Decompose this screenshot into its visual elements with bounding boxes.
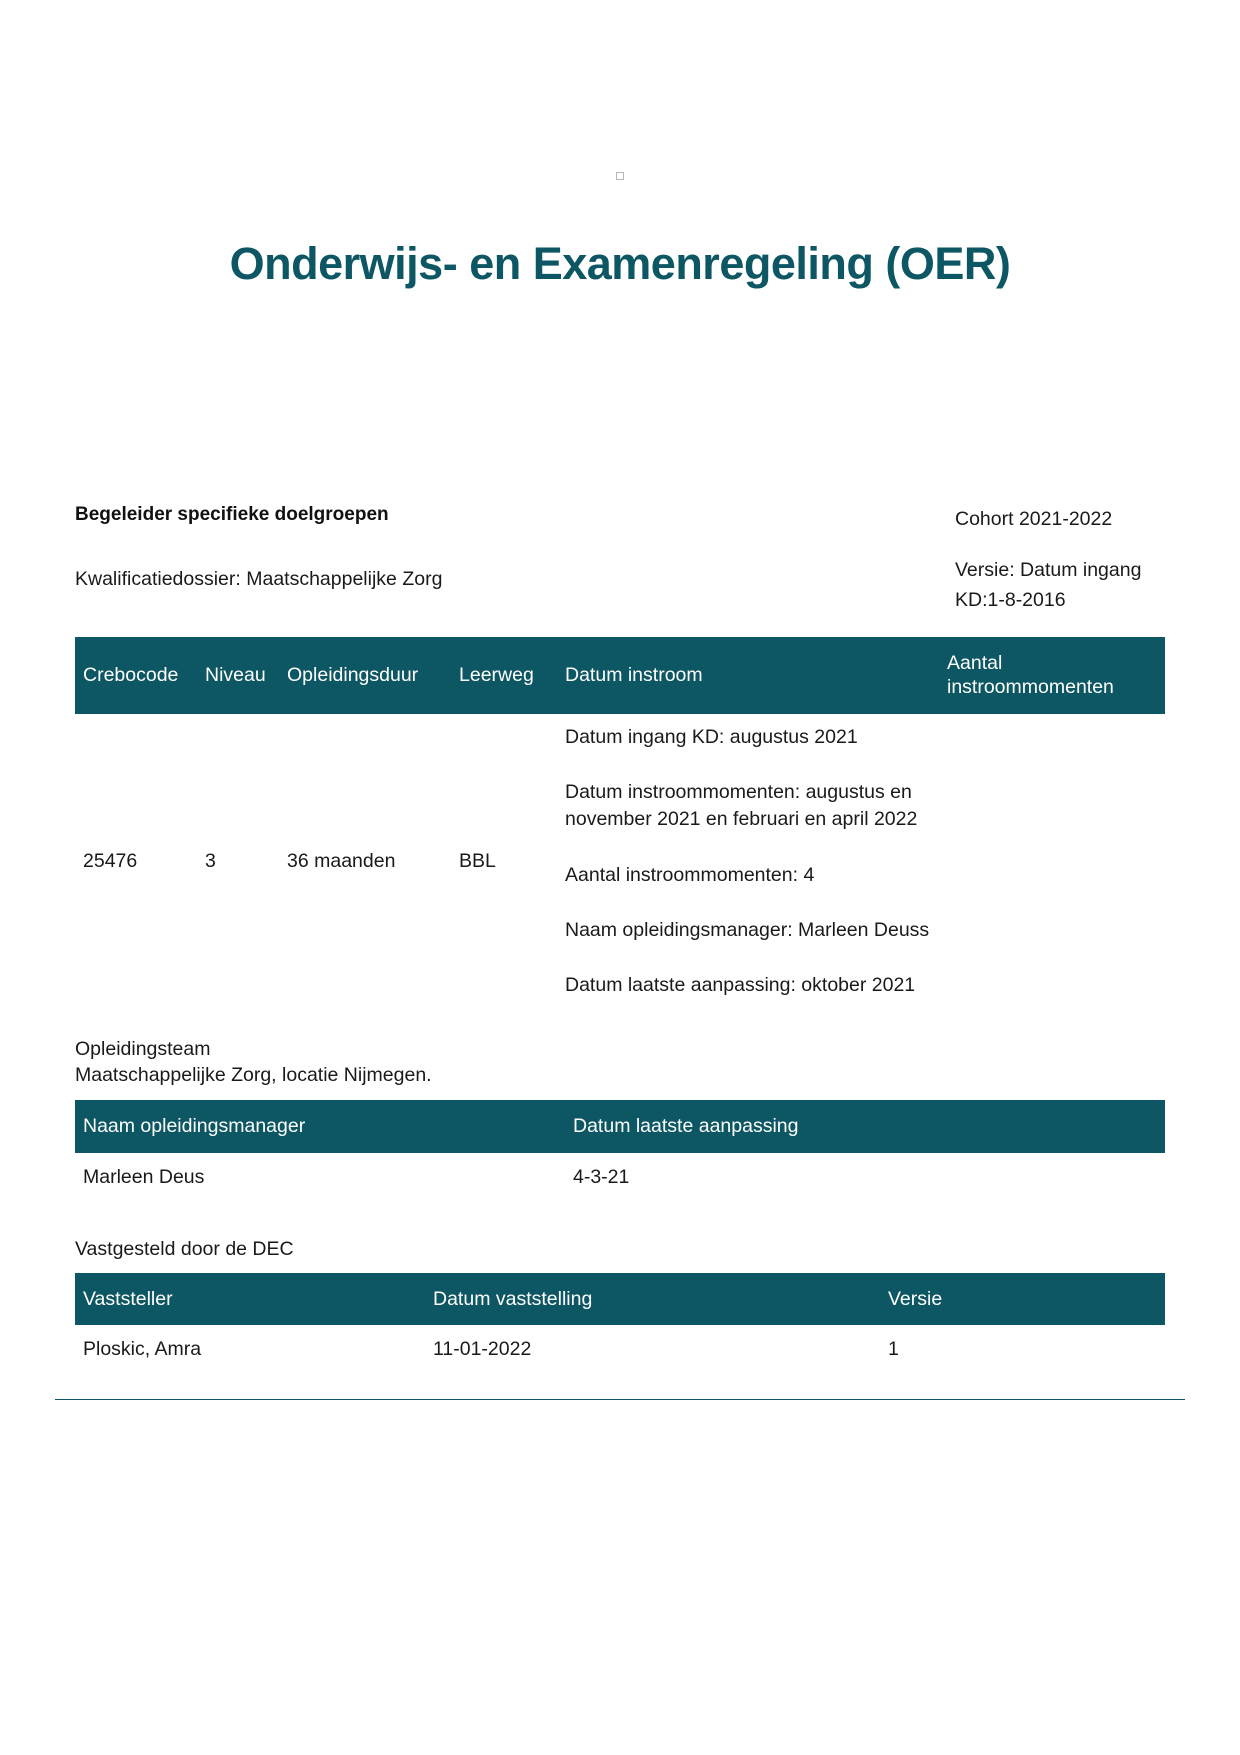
detail-datum-ingang-kd: Datum ingang KD: augustus 2021 [565, 725, 858, 748]
detail-aantal-instroommomenten: Aantal instroommomenten: 4 [565, 863, 815, 886]
version-label: Versie: Datum ingang KD:1-8-2016 [955, 559, 1142, 612]
header-naam-opleidingsmanager: Naam opleidingsmanager [75, 1100, 565, 1152]
footer-divider [55, 1399, 1185, 1400]
detail-naam-opleidingsmanager: Naam opleidingsmanager: Marleen Deuss [565, 918, 930, 941]
meta-right-column [955, 504, 1175, 616]
page-title: Onderwijs- en Examenregeling (OER) [229, 238, 1011, 289]
table-row [75, 714, 1165, 1010]
dec-table [75, 1273, 1165, 1374]
header-niveau: Niveau [197, 637, 279, 714]
table-header-row [75, 637, 1165, 714]
header-opleidingsduur: Opleidingsduur [279, 637, 451, 714]
table-row [75, 1153, 1165, 1202]
cell-leerweg: BBL [459, 849, 496, 872]
cell-datum-vaststelling: 11-01-2022 [433, 1337, 532, 1360]
dec-label: Vastgesteld door de DEC [75, 1237, 294, 1260]
header-datum-instroom: Datum instroom [557, 637, 939, 714]
header-aantal-instroommomenten: Aantal instroommomenten [939, 637, 1165, 714]
cell-datum-instroom [557, 714, 939, 1010]
document-meta [75, 504, 1165, 614]
header-leerweg: Leerweg [451, 637, 557, 714]
main-info-table [75, 637, 1165, 1010]
header-datum-vaststelling: Datum vaststelling [425, 1273, 880, 1325]
cell-aantal-instroommomenten [939, 714, 1165, 1010]
cohort-label: Cohort 2021-2022 [955, 508, 1113, 530]
table-row [75, 1325, 1165, 1374]
cell-manager-naam: Marleen Deus [83, 1165, 205, 1188]
cell-vaststeller: Ploskic, Amra [83, 1337, 202, 1360]
header-versie: Versie [880, 1273, 1165, 1325]
opleidingsteam-block [75, 1036, 1165, 1089]
opleidingsteam-location: Maatschappelijke Zorg, locatie Nijmegen. [75, 1063, 432, 1086]
manager-table [75, 1100, 1165, 1201]
cell-versie: 1 [888, 1337, 899, 1360]
header-datum-laatste-aanpassing: Datum laatste aanpassing [565, 1100, 1165, 1152]
meta-left-column [75, 504, 855, 591]
page-marker-icon [616, 172, 624, 180]
header-crebocode: Crebocode [75, 637, 197, 714]
program-name: Begeleider specifieke doelgroepen [75, 504, 389, 525]
table-header-row [75, 1273, 1165, 1325]
detail-datum-laatste-aanpassing: Datum laatste aanpassing: oktober 2021 [565, 974, 916, 997]
detail-datum-instroommomenten: Datum instroommomenten: augustus en november 2021 en februari en april 2022 [565, 781, 918, 831]
cell-opleidingsduur: 36 maanden [287, 849, 396, 872]
cell-niveau: 3 [205, 849, 216, 872]
table-header-row [75, 1100, 1165, 1152]
header-vaststeller: Vaststeller [75, 1273, 425, 1325]
cell-manager-datum: 4-3-21 [573, 1165, 630, 1188]
opleidingsteam-label: Opleidingsteam [75, 1037, 211, 1060]
qualification-line: Kwalificatiedossier: Maatschappelijke Zorg [75, 568, 443, 590]
cell-crebocode: 25476 [83, 849, 138, 872]
